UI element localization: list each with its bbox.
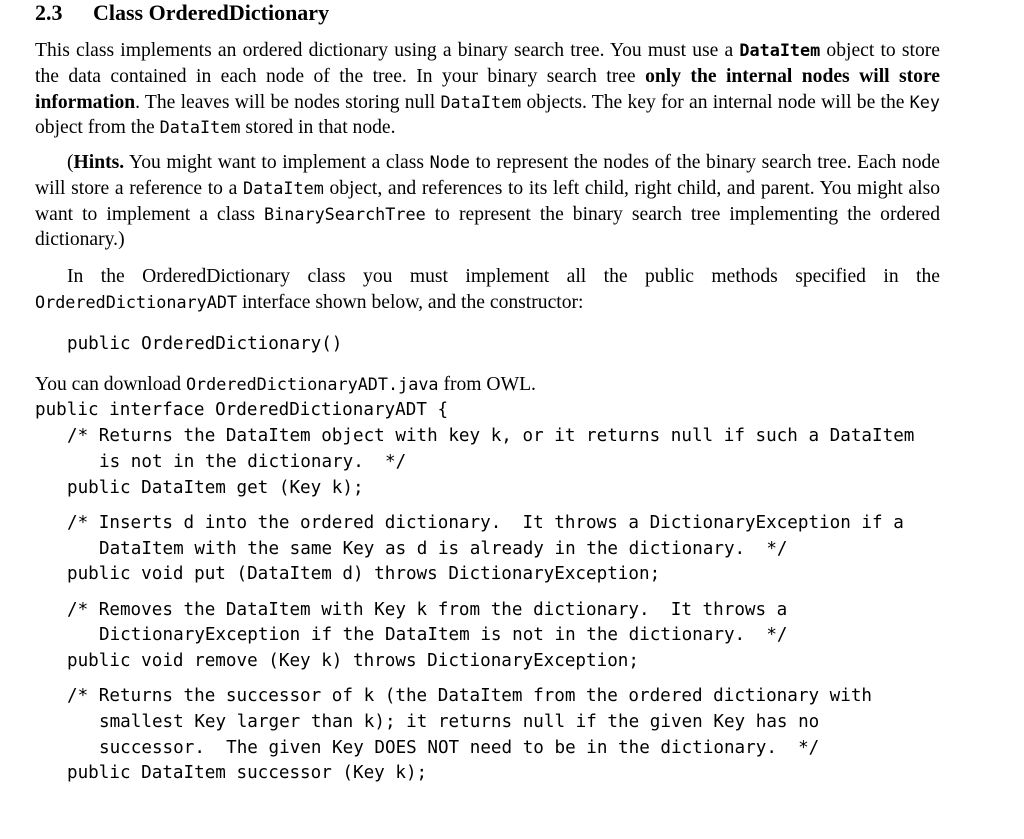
intro-bold-internal-nodes: only the internal nodes will store information (35, 65, 940, 113)
hints-label: Hints. (73, 152, 125, 173)
intro-paragraph (35, 38, 940, 141)
successor-signature: public DataItem successor (Key k); (67, 763, 428, 783)
hints-open-paren: ( (67, 152, 74, 173)
interface-header: public interface OrderedDictionaryADT { (35, 400, 449, 420)
successor-comment-line-1: /* Returns the successor of k (the DataItem from the ordered dictionary with (67, 686, 873, 706)
section-number: 2.3 (35, 0, 63, 25)
successor-comment-line-3: successor. The given Key DOES NOT need to be in the dictionary. */ (99, 738, 820, 758)
remove-signature: public void remove (Key k) throws DictionaryException; (67, 651, 639, 671)
download-text-1: You can download (35, 374, 186, 395)
hints-code-node: Node (429, 152, 470, 172)
hints-code-dataitem: DataItem (242, 177, 324, 198)
download-code-file: OrderedDictionaryADT.java (185, 374, 439, 394)
implement-code-adt: OrderedDictionaryADT (35, 291, 238, 312)
get-comment-line-1: /* Returns the DataItem object with key k, or it returns null if such a DataItem (67, 426, 915, 446)
remove-comment-line-2: DictionaryException if the DataItem is not in the dictionary. */ (99, 625, 788, 645)
get-comment-line-2: is not in the dictionary. */ (99, 452, 407, 472)
intro-code-dataitem: DataItem (739, 40, 821, 60)
implement-text-1: In the OrderedDictionary class you must implement all the public methods specified in the (67, 266, 940, 287)
hints-text-4: to represent the binary search tree implementing the ordered dictionary.) (35, 203, 940, 251)
intro-text-3: . The leaves will be nodes storing null (135, 91, 441, 113)
hints-code-bst: BinarySearchTree (264, 203, 426, 224)
successor-comment-line-2: smallest Key larger than k); it returns null if the given Key has no (99, 712, 820, 732)
put-comment-line-1: /* Inserts d into the ordered dictionary. It throws a DictionaryException if a (67, 513, 904, 533)
hints-paragraph (35, 150, 940, 253)
hints-text-1: You might want to implement a class (124, 152, 430, 173)
put-signature: public void put (DataItem d) throws DictionaryException; (67, 564, 661, 584)
get-signature: public DataItem get (Key k); (67, 478, 364, 498)
hints-text-3: object, and references to its left child, right child, and parent. You might also want to implement a class (35, 177, 940, 225)
constructor-signature: public OrderedDictionary() (67, 334, 343, 354)
intro-text-6: stored in that node. (240, 117, 396, 139)
intro-text-1: This class implements an ordered dictionary using a binary search tree. You must use a (35, 40, 740, 61)
download-line (35, 371, 536, 398)
remove-comment-line-1: /* Removes the DataItem with Key k from the dictionary. It throws a (67, 600, 788, 620)
put-comment-line-2: DataItem with the same Key as d is already in the dictionary. */ (99, 539, 788, 559)
intro-code-key: Key (909, 91, 940, 112)
section-heading (35, 0, 329, 26)
intro-code-dataitem-3: DataItem (159, 117, 241, 138)
intro-text-2: object to store the data contained in each node of the tree. In your binary search tree (35, 40, 940, 87)
section-title: Class OrderedDictionary (93, 0, 330, 25)
intro-code-dataitem-2: DataItem (440, 91, 522, 112)
intro-text-5: object from the (35, 117, 160, 139)
intro-text-4: objects. The key for an internal node will be the (521, 91, 910, 113)
implement-text-2: interface shown below, and the constructor: (237, 291, 584, 313)
implement-paragraph (35, 264, 940, 316)
download-text-2: from OWL. (438, 374, 536, 395)
hints-text-2: to represent the nodes of the binary search tree. Each node will store a reference to a (35, 152, 940, 199)
